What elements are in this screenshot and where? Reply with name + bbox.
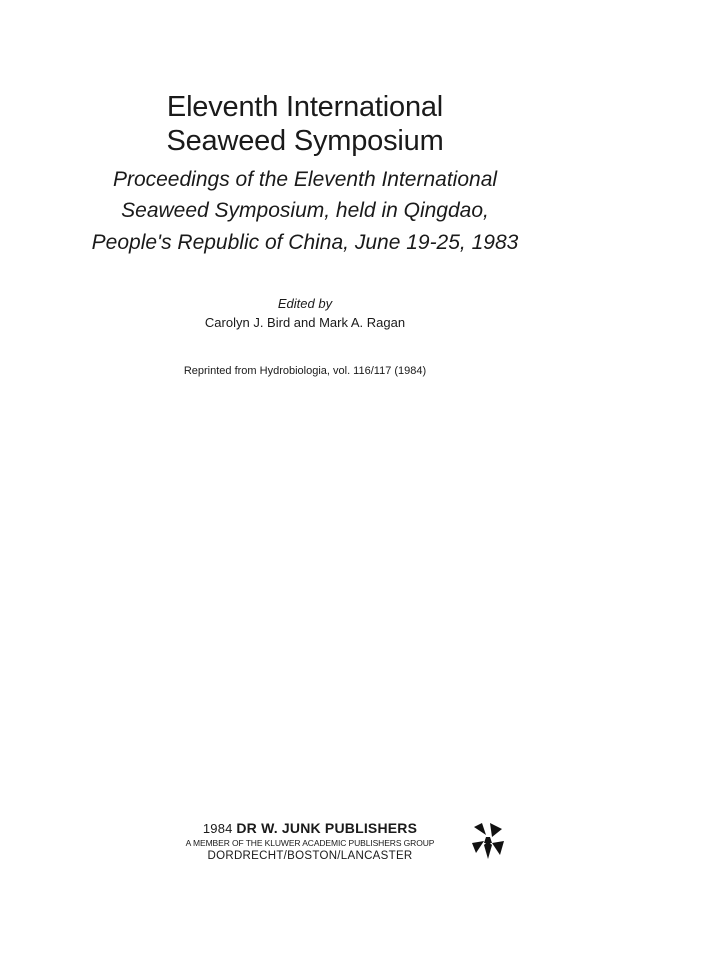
book-title-line-1: Eleventh International [166, 91, 444, 123]
subtitle-line-1: Proceedings of the Eleventh International [112, 168, 498, 191]
publisher-line [140, 820, 480, 837]
publisher-cities: DORDRECHT/BOSTON/LANCASTER [207, 850, 413, 862]
subtitle-line-2: Seaweed Symposium, held in Qingdao, [121, 199, 489, 222]
publication-year: 1984 [202, 821, 233, 836]
publisher-group-line: A MEMBER OF THE KLUWER ACADEMIC PUBLISHERS GROUP [185, 838, 435, 848]
subtitle-line-3: People's Republic of China, June 19-25, 1983 [91, 231, 519, 254]
editor-names: Carolyn J. Bird and Mark A. Ragan [204, 315, 406, 330]
publisher-logo-icon [470, 821, 506, 861]
reprint-note: Reprinted from Hydrobiologia, vol. 116/117 (1984) [183, 365, 427, 377]
edited-by-label: Edited by [277, 296, 333, 311]
publisher-name: DR W. JUNK PUBLISHERS [236, 820, 418, 836]
book-title-line-2: Seaweed Symposium [166, 125, 444, 157]
publisher-block [140, 820, 480, 863]
